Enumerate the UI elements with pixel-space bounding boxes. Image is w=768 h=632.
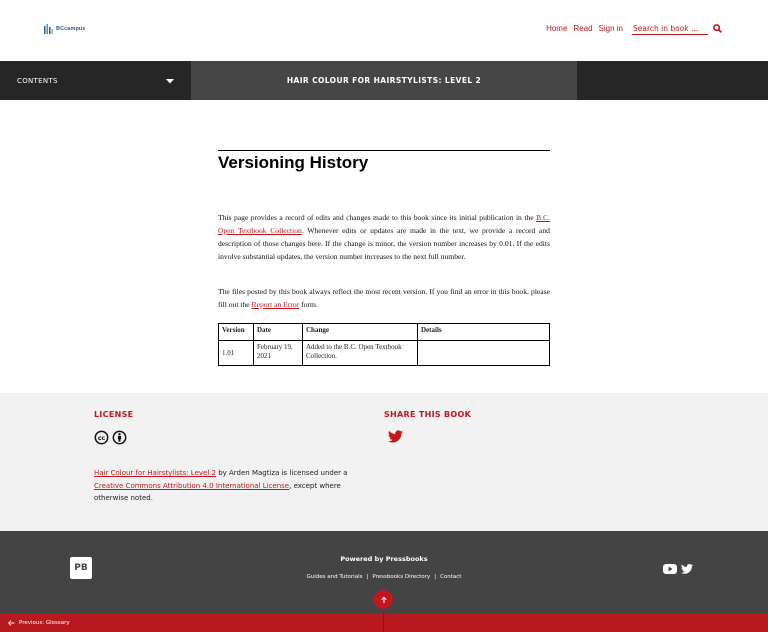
arrow-up-icon [380,596,388,604]
error-text-end: form. [299,300,318,309]
bccampus-logo[interactable] [44,24,86,34]
site-header [0,0,768,61]
cell-details [418,341,550,366]
page-title: Versioning History [218,153,369,172]
version-table [218,323,550,366]
search-button[interactable] [712,24,722,34]
title-rule [218,150,550,151]
book-title-bar [191,61,577,100]
youtube-link[interactable] [663,561,677,579]
cell-date: February 19, 2021 [254,341,303,366]
intro-text-end: . Whenever edits or updates are made in the text, we provide a record and description of those changes here. If the change is minor, the version number increases by 0.01. If the edits involve substantial updates, the version number increases to the next full number. [218,226,550,261]
share-heading: SHARE THIS BOOK [384,410,472,419]
back-to-top-button[interactable] [374,590,393,609]
twitter-icon [388,430,403,443]
search-input[interactable] [632,22,708,35]
twitter-footer-link[interactable] [681,561,693,579]
contents-label: CONTENTS [17,76,58,85]
header-change: Change [303,324,418,341]
arrow-left-icon [8,620,15,626]
logo-text: BCcampus [56,26,86,32]
header-details: Details [418,324,550,341]
license-text [94,467,364,505]
error-text-start: The files posted by this book always reflect the most recent version. If you find an error in this book, please fill out the [218,287,550,309]
footer-separator: | [434,574,437,580]
license-heading: LICENSE [94,410,134,419]
pressbooks-directory-link[interactable]: Pressbooks Directory [372,574,431,580]
contents-toggle[interactable] [0,61,191,100]
nav-home-link[interactable]: Home [546,24,568,33]
previous-page-link[interactable] [8,613,70,632]
book-title-link[interactable]: Hair Colour for Hairstylists: Level 2 [94,469,216,477]
book-title[interactable]: HAIR COLOUR FOR HAIRSTYLISTS: LEVEL 2 [286,76,482,85]
search-form [632,22,722,35]
table-row [219,341,550,366]
guides-tutorials-link[interactable]: Guides and Tutorials [306,574,363,580]
nav-read-link[interactable]: Read [573,24,593,33]
bccampus-logo-icon [44,24,54,34]
site-footer [0,531,768,613]
creative-commons-icon [94,430,109,445]
previous-page-label: Previous: Glossary [19,619,70,626]
book-bar [0,61,768,100]
chevron-down-icon [166,78,174,84]
table-header-row [219,324,550,341]
main-content [218,150,550,360]
footer-social [663,561,693,579]
intro-text-start: This page provides a record of edits and changes made to this book since its initial publication in the [218,213,537,222]
bc-open-textbook-link[interactable]: B.C. Open Textbook Collection [218,213,550,235]
license-suffix: , except where otherwise noted. [94,481,341,502]
intro-paragraph [218,211,550,263]
cell-version: 1.01 [219,341,254,366]
twitter-share-button[interactable] [388,430,403,448]
attribution-icon [112,430,127,445]
cc-license-link[interactable]: Creative Commons Attribution 4.0 International License [94,481,290,490]
header-version: Version [219,324,254,341]
nav-sign-in-link[interactable]: Sign in [598,24,623,33]
nav-divider [383,613,384,632]
header-nav [546,22,722,35]
footer-separator: | [366,574,369,580]
powered-by-text: Powered by Pressbooks [340,555,428,563]
footer-links [0,574,768,580]
svg-text:cc: cc [97,434,106,442]
search-icon [713,24,722,33]
cell-change: Added to the B.C. Open Textbook Collection. [303,341,418,366]
contact-link[interactable]: Contact [440,574,462,580]
youtube-icon [663,564,677,574]
twitter-icon [681,564,693,574]
cc-license-icons[interactable] [94,430,127,445]
report-error-link[interactable]: Report an Error [251,300,300,309]
error-paragraph [218,285,550,311]
header-date: Date [254,324,303,341]
license-section [0,393,768,531]
license-by-text: by Arden Magtiza is licensed under a [215,469,348,477]
pressbooks-logo[interactable]: PB [70,557,92,579]
bottom-nav [0,613,768,632]
